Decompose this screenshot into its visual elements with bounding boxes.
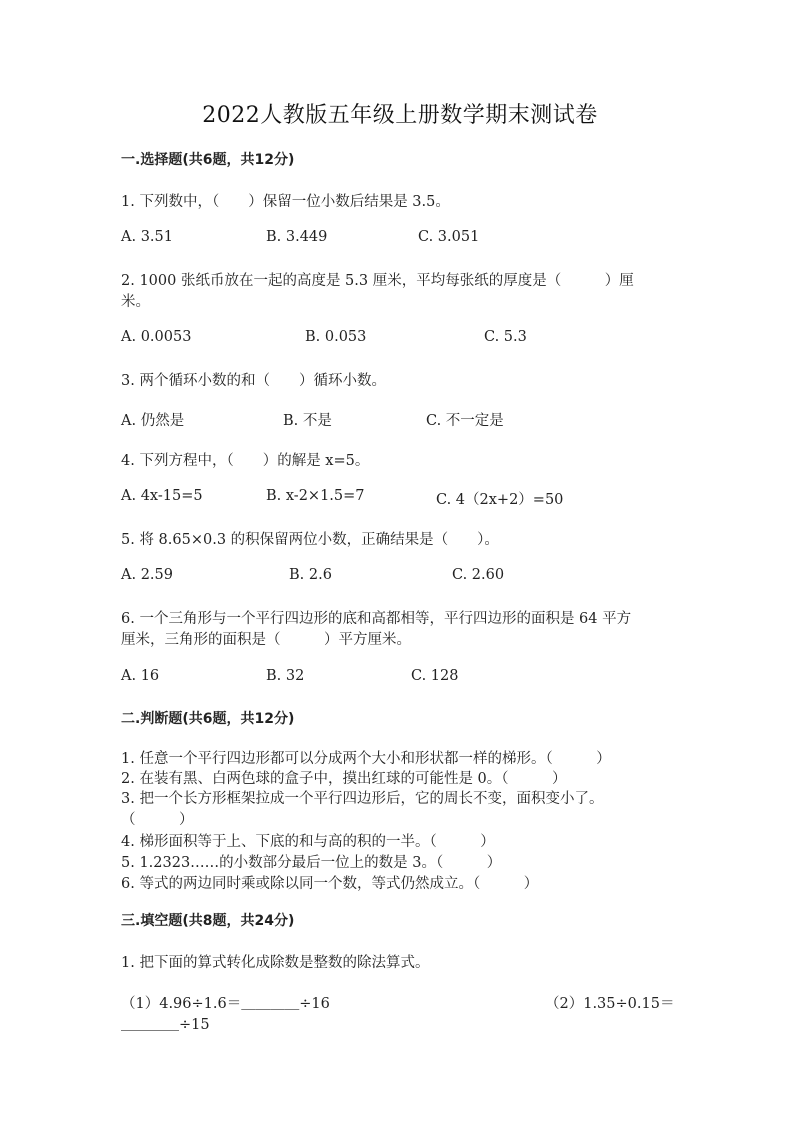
option-a: A. 4x-15=5 [121, 488, 203, 504]
judgement-item: 3. 把一个长方形框架拉成一个平行四边形后，它的周长不变，面积变小了。 [121, 791, 604, 807]
fill-blank-part-2-continued: ＿＿＿＿÷15 [121, 1017, 210, 1033]
question-text-continued: 米。 [121, 294, 150, 310]
option-a: A. 3.51 [121, 229, 173, 245]
section-heading-fill-blank: 三.填空题(共8题，共24分) [121, 913, 295, 929]
question-text: 1. 下列数中，（ ）保留一位小数后结果是 3.5。 [121, 194, 450, 210]
option-c: C. 4（2x+2）=50 [436, 492, 564, 508]
question-text-continued: 厘米，三角形的面积是（ ）平方厘米。 [121, 632, 411, 648]
option-c: C. 3.051 [418, 229, 480, 245]
judgement-item: 1. 任意一个平行四边形都可以分成两个大小和形状都一样的梯形。（ ） [121, 751, 611, 767]
section-heading-judgement: 二.判断题(共6题，共12分) [121, 711, 295, 727]
question-text: 4. 下列方程中，（ ）的解是 x=5。 [121, 453, 370, 469]
judgement-item-continued: （ ） [121, 812, 194, 828]
question-text: 1. 把下面的算式转化成除数是整数的除法算式。 [121, 955, 430, 971]
fill-blank-part-1: （1）4.96÷1.6＝＿＿＿＿÷16 [121, 996, 330, 1012]
option-b: B. x-2×1.5=7 [266, 488, 365, 504]
judgement-item: 5. 1.2323……的小数部分最后一位上的数是 3。（ ） [121, 855, 502, 871]
question-text: 5. 将 8.65×0.3 的积保留两位小数，正确结果是（ ）。 [121, 532, 499, 548]
option-b: B. 0.053 [305, 329, 367, 345]
judgement-item: 4. 梯形面积等于上、下底的和与高的积的一半。（ ） [121, 834, 495, 850]
question-text: 2. 1000 张纸币放在一起的高度是 5.3 厘米，平均每张纸的厚度是（ ）厘 [121, 273, 634, 289]
option-c: C. 5.3 [484, 329, 527, 345]
section-heading-choice: 一.选择题(共6题，共12分) [121, 152, 295, 168]
option-a: A. 仍然是 [121, 413, 185, 429]
option-a: A. 16 [121, 668, 160, 684]
option-a: A. 0.0053 [121, 329, 192, 345]
option-b: B. 2.6 [289, 567, 332, 583]
option-c: C. 2.60 [452, 567, 505, 583]
page-title: 2022人教版五年级上册数学期末测试卷 [202, 103, 598, 128]
option-a: A. 2.59 [121, 567, 173, 583]
option-b: B. 3.449 [266, 229, 328, 245]
option-b: B. 不是 [283, 413, 332, 429]
question-text: 6. 一个三角形与一个平行四边形的底和高都相等，平行四边形的面积是 64 平方 [121, 611, 632, 627]
question-text: 3. 两个循环小数的和（ ）循环小数。 [121, 373, 386, 389]
judgement-item: 2. 在装有黑、白两色球的盒子中，摸出红球的可能性是 0。（ ） [121, 771, 567, 787]
judgement-item: 6. 等式的两边同时乘或除以同一个数，等式仍然成立。（ ） [121, 876, 539, 892]
option-c: C. 不一定是 [426, 413, 504, 429]
fill-blank-part-2: （2）1.35÷0.15＝ [545, 996, 675, 1012]
option-b: B. 32 [266, 668, 305, 684]
option-c: C. 128 [411, 668, 459, 684]
